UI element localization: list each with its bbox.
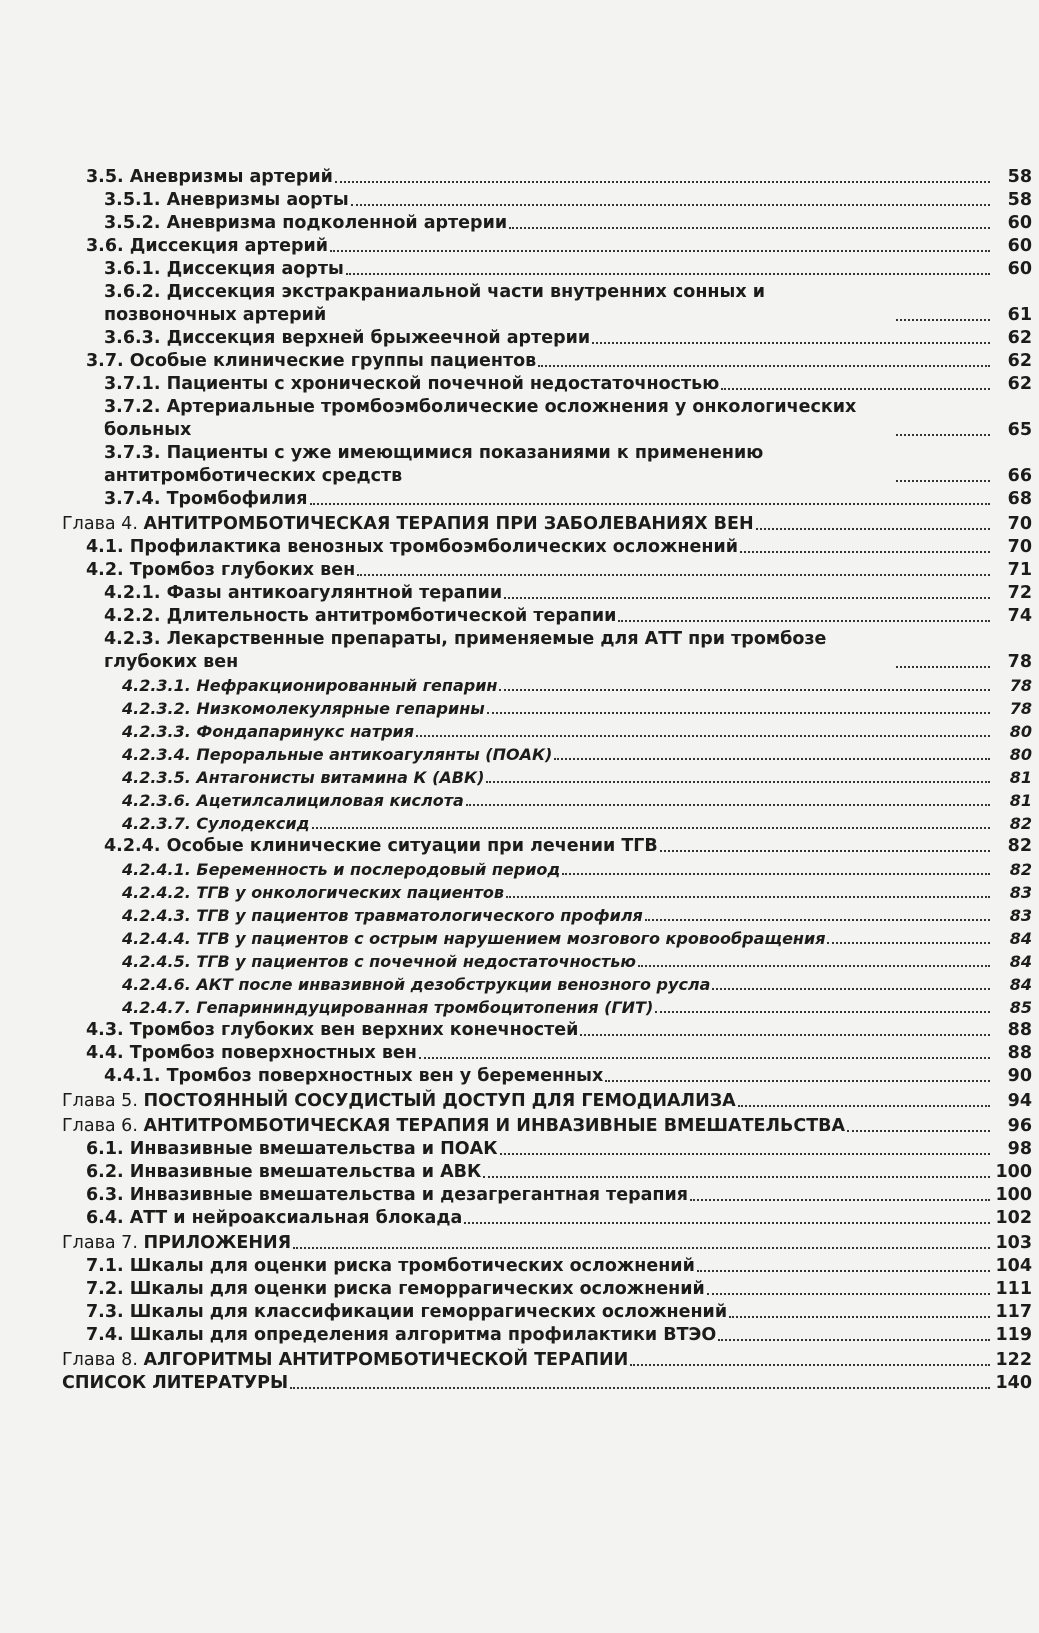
toc-entry-title: 6.1. Инвазивные вмешательства и ПОАК — [86, 1139, 498, 1159]
dot-leader — [645, 919, 990, 921]
toc-entry — [62, 212, 1032, 235]
toc-entry — [62, 488, 1032, 511]
toc-entry — [62, 189, 1032, 212]
dot-leader — [538, 365, 990, 367]
toc-entry-title: 4.2.3.3. Фондапаринукс натрия — [122, 722, 415, 741]
toc-entry — [62, 1090, 1032, 1113]
dot-leader — [487, 712, 990, 714]
toc-page-number: 65 — [1007, 420, 1032, 440]
toc-entry-title: 3.7.3. Пациенты с уже имеющимися показаниями к применению антитромботических средств — [104, 442, 896, 488]
table-of-contents — [62, 166, 1032, 1395]
toc-page-number: 90 — [1007, 1066, 1032, 1086]
toc-page-number: 80 — [1009, 745, 1032, 764]
toc-entry-title: 4.2.3.4. Пероральные антикоагулянты (ПОАК) — [122, 745, 553, 764]
toc-page-number: 83 — [1009, 883, 1032, 902]
toc-entry — [62, 927, 1032, 950]
toc-page-number: 94 — [1007, 1091, 1032, 1111]
toc-page-number: 58 — [1007, 167, 1032, 187]
toc-page-number: 82 — [1009, 814, 1032, 833]
toc-entry-title — [62, 1090, 738, 1113]
toc-entry-title — [62, 1232, 293, 1255]
chapter-title: АНТИТРОМБОТИЧЕСКАЯ ТЕРАПИЯ ПРИ ЗАБОЛЕВАНИЯХ ВЕН — [143, 514, 754, 534]
dot-leader — [827, 942, 990, 944]
toc-entry-title: 3.6. Диссекция артерий — [86, 236, 329, 256]
chapter-prefix: Глава 6. — [62, 1116, 144, 1136]
toc-entry — [62, 766, 1032, 789]
toc-page-number: 84 — [1009, 952, 1032, 971]
toc-page-number: 84 — [1009, 929, 1032, 948]
toc-entry-title: 4.2. Тромбоз глубоких вен — [86, 560, 356, 580]
chapter-prefix: Глава 4. — [62, 514, 144, 534]
toc-page-number: 88 — [1007, 1020, 1032, 1040]
toc-entry-title: 3.6.2. Диссекция экстракраниальной части внутренних сонных и позвоночных артерий — [104, 281, 896, 327]
toc-entry-title: 4.2.3.6. Ацетилсалициловая кислота — [122, 791, 464, 810]
toc-page-number: 122 — [995, 1350, 1032, 1370]
toc-entry — [62, 1324, 1032, 1347]
toc-entry — [62, 1278, 1032, 1301]
dot-leader — [580, 1034, 990, 1036]
dot-leader — [486, 781, 990, 783]
toc-page-number: 117 — [995, 1302, 1032, 1322]
toc-entry — [62, 582, 1032, 605]
toc-page-number: 81 — [1009, 768, 1032, 787]
toc-entry — [62, 743, 1032, 766]
toc-entry — [62, 789, 1032, 812]
toc-entry-title: 7.2. Шкалы для оценки риска геморрагических осложнений — [86, 1279, 705, 1299]
toc-entry-title: 3.7.2. Артериальные тромбоэмболические осложнения у онкологических больных — [104, 396, 896, 442]
dot-leader — [416, 735, 990, 737]
toc-entry-title: 4.2.4.4. ТГВ у пациентов с острым нарушением мозгового кровообращения — [122, 929, 826, 948]
dot-leader — [738, 1105, 990, 1107]
toc-entry-title: 4.2.1. Фазы антикоагулянтной терапии — [104, 583, 503, 603]
toc-entry-title: 7.4. Шкалы для определения алгоритма профилактики ВТЭО — [86, 1325, 717, 1345]
toc-entry — [62, 1255, 1032, 1278]
toc-entry — [62, 628, 1032, 674]
toc-entry-title: 4.2.4.2. ТГВ у онкологических пациентов — [122, 883, 504, 902]
chapter-title: ПРИЛОЖЕНИЯ — [143, 1233, 292, 1253]
toc-entry-title: 4.2.2. Длительность антитромботической терапии — [104, 606, 617, 626]
toc-page-number: 78 — [1009, 699, 1032, 718]
toc-page-number: 83 — [1009, 906, 1032, 925]
toc-entry-title: 3.7.4. Тромбофилия — [104, 489, 308, 509]
toc-entry — [62, 1207, 1032, 1230]
dot-leader — [312, 827, 990, 829]
dot-leader — [357, 574, 990, 576]
toc-entry — [62, 950, 1032, 973]
dot-leader — [506, 896, 990, 898]
dot-leader — [335, 181, 990, 183]
toc-entry-title: 4.2.4.1. Беременность и послеродовый период — [122, 860, 561, 879]
toc-entry-title: 4.4. Тромбоз поверхностных вен — [86, 1043, 417, 1063]
toc-page-number: 62 — [1007, 328, 1032, 348]
dot-leader — [466, 804, 990, 806]
toc-entry-title: 3.7.1. Пациенты с хронической почечной недостаточностью — [104, 374, 720, 394]
toc-entry — [62, 350, 1032, 373]
toc-entry — [62, 513, 1032, 536]
toc-entry — [62, 442, 1032, 488]
toc-page-number: 70 — [1007, 537, 1032, 557]
dot-leader — [554, 758, 990, 760]
dot-leader — [464, 1222, 990, 1224]
dot-leader — [499, 689, 990, 691]
toc-entry — [62, 235, 1032, 258]
dot-leader — [562, 873, 990, 875]
dot-leader — [718, 1339, 990, 1341]
dot-leader — [655, 1011, 990, 1013]
toc-entry — [62, 812, 1032, 835]
toc-entry-title: 3.5.2. Аневризма подколенной артерии — [104, 213, 508, 233]
toc-entry-title: 4.2.3. Лекарственные препараты, применяемые для АТТ при тромбозе глубоких вен — [104, 628, 896, 674]
toc-page-number: 119 — [995, 1325, 1032, 1345]
toc-entry — [62, 1065, 1032, 1088]
toc-page-number: 100 — [995, 1185, 1032, 1205]
toc-entry-title: 3.6.1. Диссекция аорты — [104, 259, 344, 279]
toc-entry-title: 4.2.3.2. Низкомолекулярные гепарины — [122, 699, 485, 718]
dot-leader — [630, 1364, 990, 1366]
dot-leader — [330, 250, 990, 252]
toc-page-number: 66 — [1007, 466, 1032, 486]
toc-page-number: 82 — [1009, 860, 1032, 879]
toc-entry-title: 4.3. Тромбоз глубоких вен верхних конечностей — [86, 1020, 579, 1040]
toc-entry-title: СПИСОК ЛИТЕРАТУРЫ — [62, 1373, 289, 1393]
toc-page-number: 84 — [1009, 975, 1032, 994]
toc-entry — [62, 1161, 1032, 1184]
toc-entry-title: 6.3. Инвазивные вмешательства и дезагрегантная терапия — [86, 1185, 688, 1205]
toc-entry-title: 3.5. Аневризмы артерий — [86, 167, 333, 187]
toc-entry — [62, 373, 1032, 396]
toc-entry-title: 3.5.1. Аневризмы аорты — [104, 190, 349, 210]
toc-entry-title: 7.1. Шкалы для оценки риска тромботических осложнений — [86, 1256, 695, 1276]
dot-leader — [896, 480, 990, 482]
toc-entry — [62, 536, 1032, 559]
toc-page-number: 81 — [1009, 791, 1032, 810]
toc-entry — [62, 258, 1032, 281]
toc-entry — [62, 281, 1032, 327]
toc-entry-title: 4.1. Профилактика венозных тромбоэмболических осложнений — [86, 537, 739, 557]
dot-leader — [729, 1316, 990, 1318]
dot-leader — [346, 273, 990, 275]
dot-leader — [605, 1080, 990, 1082]
dot-leader — [896, 319, 990, 321]
toc-page-number: 70 — [1007, 514, 1032, 534]
dot-leader — [896, 666, 990, 668]
toc-entry-title: 4.4.1. Тромбоз поверхностных вен у беременных — [104, 1066, 604, 1086]
toc-page-number: 111 — [995, 1279, 1032, 1299]
toc-page-number: 85 — [1009, 998, 1032, 1017]
toc-entry — [62, 605, 1032, 628]
toc-page-number: 80 — [1009, 722, 1032, 741]
toc-page-number: 104 — [995, 1256, 1032, 1276]
toc-entry — [62, 835, 1032, 858]
toc-page-number: 88 — [1007, 1043, 1032, 1063]
toc-entry-title: 6.4. АТТ и нейроаксиальная блокада — [86, 1208, 463, 1228]
toc-entry-title — [62, 1115, 847, 1138]
toc-entry-title: 7.3. Шкалы для классификации геморрагических осложнений — [86, 1302, 728, 1322]
toc-entry — [62, 720, 1032, 743]
toc-page-number: 103 — [995, 1233, 1032, 1253]
toc-entry-title: 4.2.4.3. ТГВ у пациентов травматологического профиля — [122, 906, 643, 925]
dot-leader — [690, 1199, 990, 1201]
chapter-title: АЛГОРИТМЫ АНТИТРОМБОТИЧЕСКОЙ ТЕРАПИИ — [143, 1350, 629, 1370]
toc-entry — [62, 1042, 1032, 1065]
toc-entry-title: 4.2.3.5. Антагонисты витамина К (АВК) — [122, 768, 485, 787]
toc-entry-title: 4.2.4.7. Гепарининдуцированная тромбоцитопения (ГИТ) — [122, 998, 654, 1017]
toc-entry-title — [62, 513, 756, 536]
dot-leader — [697, 1270, 990, 1272]
toc-entry — [62, 1232, 1032, 1255]
toc-entry — [62, 881, 1032, 904]
dot-leader — [293, 1247, 990, 1249]
toc-entry-title: 6.2. Инвазивные вмешательства и АВК — [86, 1162, 482, 1182]
toc-page-number: 60 — [1007, 236, 1032, 256]
dot-leader — [592, 342, 990, 344]
dot-leader — [483, 1176, 990, 1178]
toc-page-number: 100 — [995, 1162, 1032, 1182]
toc-page-number: 62 — [1007, 351, 1032, 371]
dot-leader — [500, 1153, 991, 1155]
dot-leader — [660, 850, 990, 852]
toc-entry-title: 4.2.4.5. ТГВ у пациентов с почечной недостаточностью — [122, 952, 636, 971]
chapter-title: АНТИТРОМБОТИЧЕСКАЯ ТЕРАПИЯ И ИНВАЗИВНЫЕ ВМЕШАТЕЛЬСТВА — [143, 1116, 846, 1136]
toc-entry — [62, 166, 1032, 189]
toc-entry-title: 4.2.3.7. Сулодексид — [122, 814, 310, 833]
toc-page-number: 140 — [995, 1373, 1032, 1393]
dot-leader — [290, 1387, 990, 1389]
toc-entry-title: 4.2.4.6. АКТ после инвазивной дезобструкции венозного русла — [122, 975, 711, 994]
dot-leader — [638, 965, 990, 967]
toc-page-number: 60 — [1007, 213, 1032, 233]
dot-leader — [740, 551, 990, 553]
toc-page-number: 61 — [1007, 305, 1032, 325]
toc-entry — [62, 674, 1032, 697]
toc-page-number: 60 — [1007, 259, 1032, 279]
dot-leader — [310, 503, 990, 505]
dot-leader — [712, 988, 990, 990]
toc-entry — [62, 559, 1032, 582]
toc-page-number: 71 — [1007, 560, 1032, 580]
toc-page-number: 96 — [1007, 1116, 1032, 1136]
toc-page-number: 74 — [1007, 606, 1032, 626]
toc-entry — [62, 396, 1032, 442]
toc-entry-title: 4.2.4. Особые клинические ситуации при лечении ТГВ — [104, 836, 658, 856]
toc-page-number: 82 — [1007, 836, 1032, 856]
toc-page-number: 78 — [1009, 676, 1032, 695]
chapter-prefix: Глава 5. — [62, 1091, 144, 1111]
dot-leader — [509, 227, 990, 229]
toc-page-number: 62 — [1007, 374, 1032, 394]
toc-entry-title: 3.7. Особые клинические группы пациентов — [86, 351, 537, 371]
toc-entry — [62, 858, 1032, 881]
dot-leader — [847, 1130, 990, 1132]
toc-page-number: 68 — [1007, 489, 1032, 509]
dot-leader — [896, 434, 990, 436]
chapter-title: ПОСТОЯННЫЙ СОСУДИСТЫЙ ДОСТУП ДЛЯ ГЕМОДИАЛИЗА — [143, 1091, 736, 1111]
toc-entry — [62, 1372, 1032, 1395]
toc-entry — [62, 1184, 1032, 1207]
toc-entry-title: 3.6.3. Диссекция верхней брыжеечной артерии — [104, 328, 591, 348]
chapter-prefix: Глава 8. — [62, 1350, 144, 1370]
toc-entry — [62, 1115, 1032, 1138]
toc-page-number: 72 — [1007, 583, 1032, 603]
dot-leader — [419, 1057, 990, 1059]
dot-leader — [707, 1293, 990, 1295]
toc-entry-title: 4.2.3.1. Нефракционированный гепарин — [122, 676, 498, 695]
chapter-prefix: Глава 7. — [62, 1233, 144, 1253]
dot-leader — [351, 204, 990, 206]
toc-entry — [62, 697, 1032, 720]
toc-entry — [62, 996, 1032, 1019]
toc-entry-title — [62, 1349, 630, 1372]
toc-page-number: 78 — [1007, 652, 1032, 672]
toc-entry — [62, 973, 1032, 996]
dot-leader — [504, 597, 990, 599]
toc-entry — [62, 1138, 1032, 1161]
dot-leader — [756, 528, 990, 530]
toc-entry — [62, 1349, 1032, 1372]
toc-page-number: 102 — [995, 1208, 1032, 1228]
toc-entry — [62, 1301, 1032, 1324]
toc-entry — [62, 904, 1032, 927]
dot-leader — [618, 620, 990, 622]
toc-entry — [62, 327, 1032, 350]
toc-page-number: 58 — [1007, 190, 1032, 210]
toc-entry — [62, 1019, 1032, 1042]
toc-page-number: 98 — [1007, 1139, 1032, 1159]
dot-leader — [721, 388, 990, 390]
